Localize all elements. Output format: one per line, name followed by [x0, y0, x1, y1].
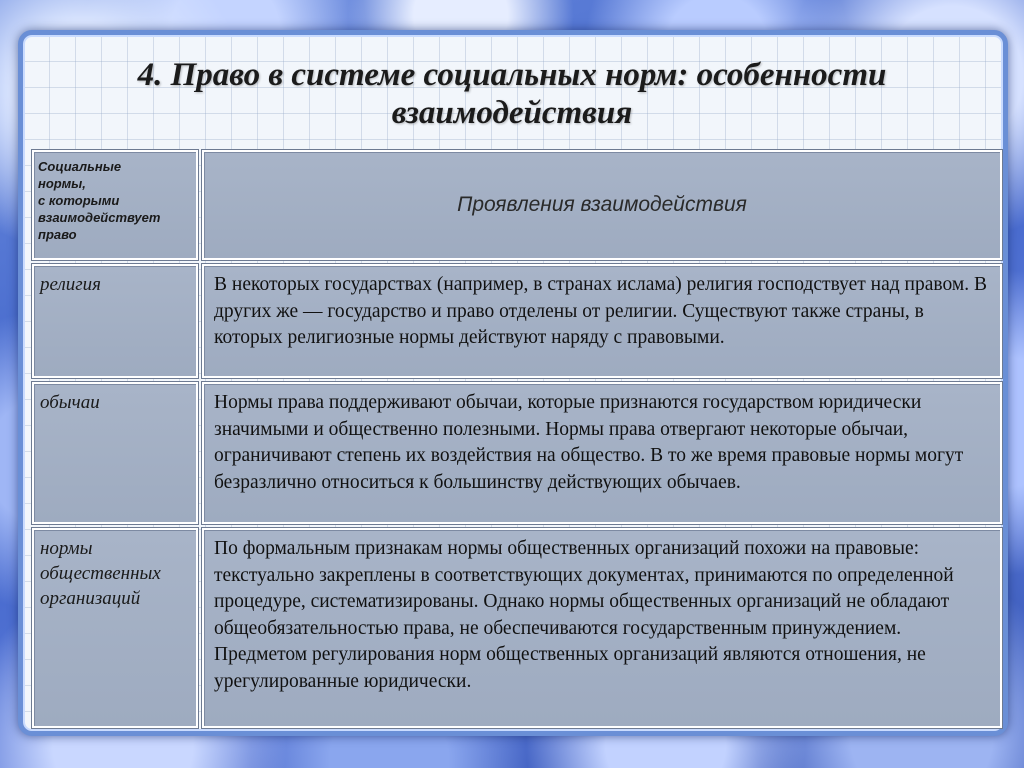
row-label-religion: религия	[32, 264, 198, 378]
header-col2: Проявления взаимодействия	[202, 150, 1002, 260]
row-text-public-organizations: По формальным признакам нормы общественных организаций похожи на правовые: текстуально закреплены в соответствующих документах, принимаются по определенной процедуре, систематизированы. Однако нормы общественных организаций не обладают общеобязательностью права, не обеспечиваются государственным принуждением. Предметом регулирования норм общественных организаций являются отношения, не урегулированные юридически.	[202, 528, 1002, 728]
row-text-customs: Нормы права поддерживают обычаи, которые признаются государством юридически значимыми и общественно полезными. Нормы права отвергают некоторые обычаи, ограничивают степень их воздействия на общество. В то же время правовые нормы могут безразлично относиться к большинству действующих обычаев.	[202, 382, 1002, 524]
row-label-public-organizations: нормы общественных организаций	[32, 528, 198, 728]
row-label-customs: обычаи	[32, 382, 198, 524]
row-text-religion: В некоторых государствах (например, в странах ислама) религия господствует над правом. В других же — государство и право отделены от религии. Существуют также страны, в которых религиозные нормы действуют наряду с правовыми.	[202, 264, 1002, 378]
slide-title: 4. Право в системе социальных норм: особенности взаимодействия	[137, 57, 887, 131]
header-col1: Социальные нормы, с которыми взаимодействует право	[32, 150, 198, 260]
interaction-table	[32, 150, 1002, 728]
